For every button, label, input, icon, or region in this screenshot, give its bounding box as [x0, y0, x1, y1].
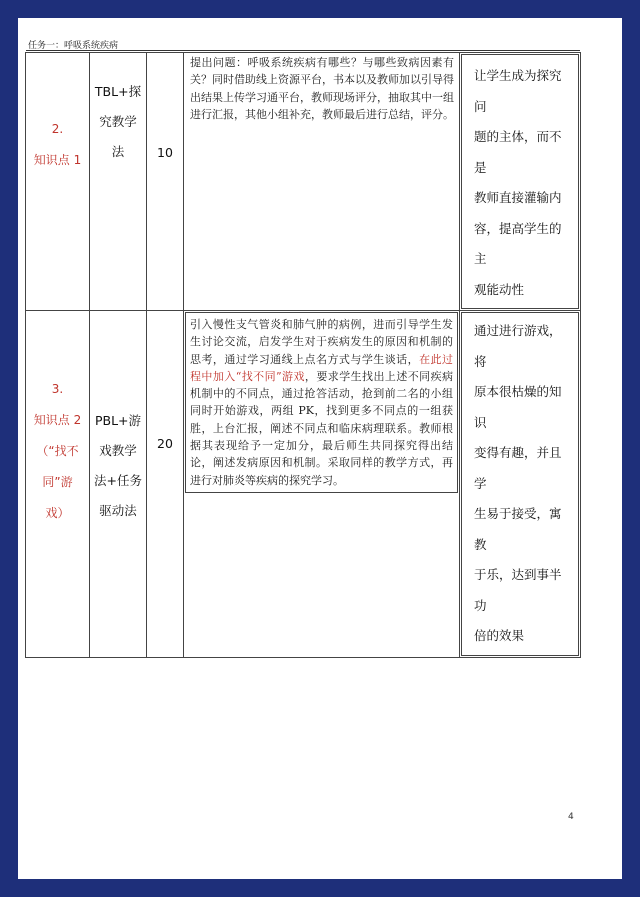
- method-line: 法+任务: [94, 473, 142, 488]
- page-number: 4: [568, 812, 574, 822]
- description-cell: [184, 311, 460, 658]
- goal-line: 让学生成为探究问: [474, 68, 562, 114]
- table-row: [26, 53, 581, 311]
- page-header: 任务一：呼吸系统疾病: [28, 41, 119, 51]
- highlighted-text: 在此过程中加入“找不同”游戏: [190, 352, 454, 383]
- minutes-value: 10: [157, 145, 173, 160]
- knowledge-point-line: 戏）: [45, 506, 70, 520]
- goal-line: 倍的效果: [474, 628, 525, 643]
- method-line: 戏教学: [99, 443, 137, 458]
- goal-line: 变得有趣，并且学: [474, 445, 562, 491]
- goal-line: 容，提高学生的主: [474, 220, 562, 266]
- method-cell: [90, 53, 147, 311]
- knowledge-point-line: 3.: [51, 382, 64, 396]
- description-text: 提出问题：呼吸系统疾病有哪些？与哪些致病因素有关？同时借助线上资源平台，书本以及教师加以引导得出结果上传学习通平台，教师现场评分，抽取其中一组进行汇报，其他小组补充，教师最后进行总结，评分。: [190, 56, 454, 121]
- knowledge-point-line: 知识点 2: [33, 413, 82, 427]
- goal-line: 观能动性: [474, 281, 525, 297]
- knowledge-point-cell: [26, 53, 90, 311]
- method-line: TBL+探: [94, 84, 142, 99]
- goal-line: 于乐，达到事半功: [474, 567, 562, 613]
- goal-line: 原本很枯燥的知识: [474, 384, 562, 430]
- method-line: 法: [111, 144, 125, 159]
- description-cell: [184, 53, 460, 311]
- method-line: 究教学: [99, 114, 137, 129]
- knowledge-point-line: 同”游: [42, 475, 73, 489]
- method-line: PBL+游: [94, 413, 142, 428]
- goal-cell: [460, 53, 581, 311]
- method-cell: [90, 311, 147, 658]
- goal-line: 教师直接灌输内: [474, 190, 562, 205]
- knowledge-point-line: （“找不: [36, 444, 79, 458]
- minutes-cell: [147, 53, 184, 311]
- goal-line: 通过进行游戏，将: [474, 323, 562, 369]
- description-text: 引入慢性支气管炎和肺气肿的病例，进而引导学生发生讨论交流，启发学生对于疾病发生的原因和机制的思考，通过学习通线上点名方式与学生谈话，在此过程中加入“找不同”游戏，要求学生找出上述不同疾病机制中的不同点，通过抢答活动，抢到前二名的小组同时开始游戏，两组 PK，找到更多不同点的一组获胜，上台汇报，阐述不同点和临床病理联系。教师根据其表现给予一定加分，最后师生共同探究得出结论，阐述发病原因和机制。采取同样的教学方式，再进行对肺炎等疾病的探究学习。: [190, 318, 454, 487]
- knowledge-point-line: 知识点 1: [33, 153, 82, 167]
- goal-cell: [460, 311, 581, 658]
- table-row: [26, 311, 581, 658]
- minutes-cell: [147, 311, 184, 658]
- header-rule: [26, 50, 580, 51]
- minutes-value: 20: [157, 436, 173, 451]
- knowledge-point-line: 2.: [51, 122, 64, 136]
- method-line: 驱动法: [99, 503, 137, 518]
- goal-line: 生易于接受，寓教: [474, 506, 562, 552]
- knowledge-point-cell: [26, 311, 90, 658]
- lesson-plan-table: [25, 52, 581, 658]
- goal-line: 题的主体，而不是: [474, 129, 562, 175]
